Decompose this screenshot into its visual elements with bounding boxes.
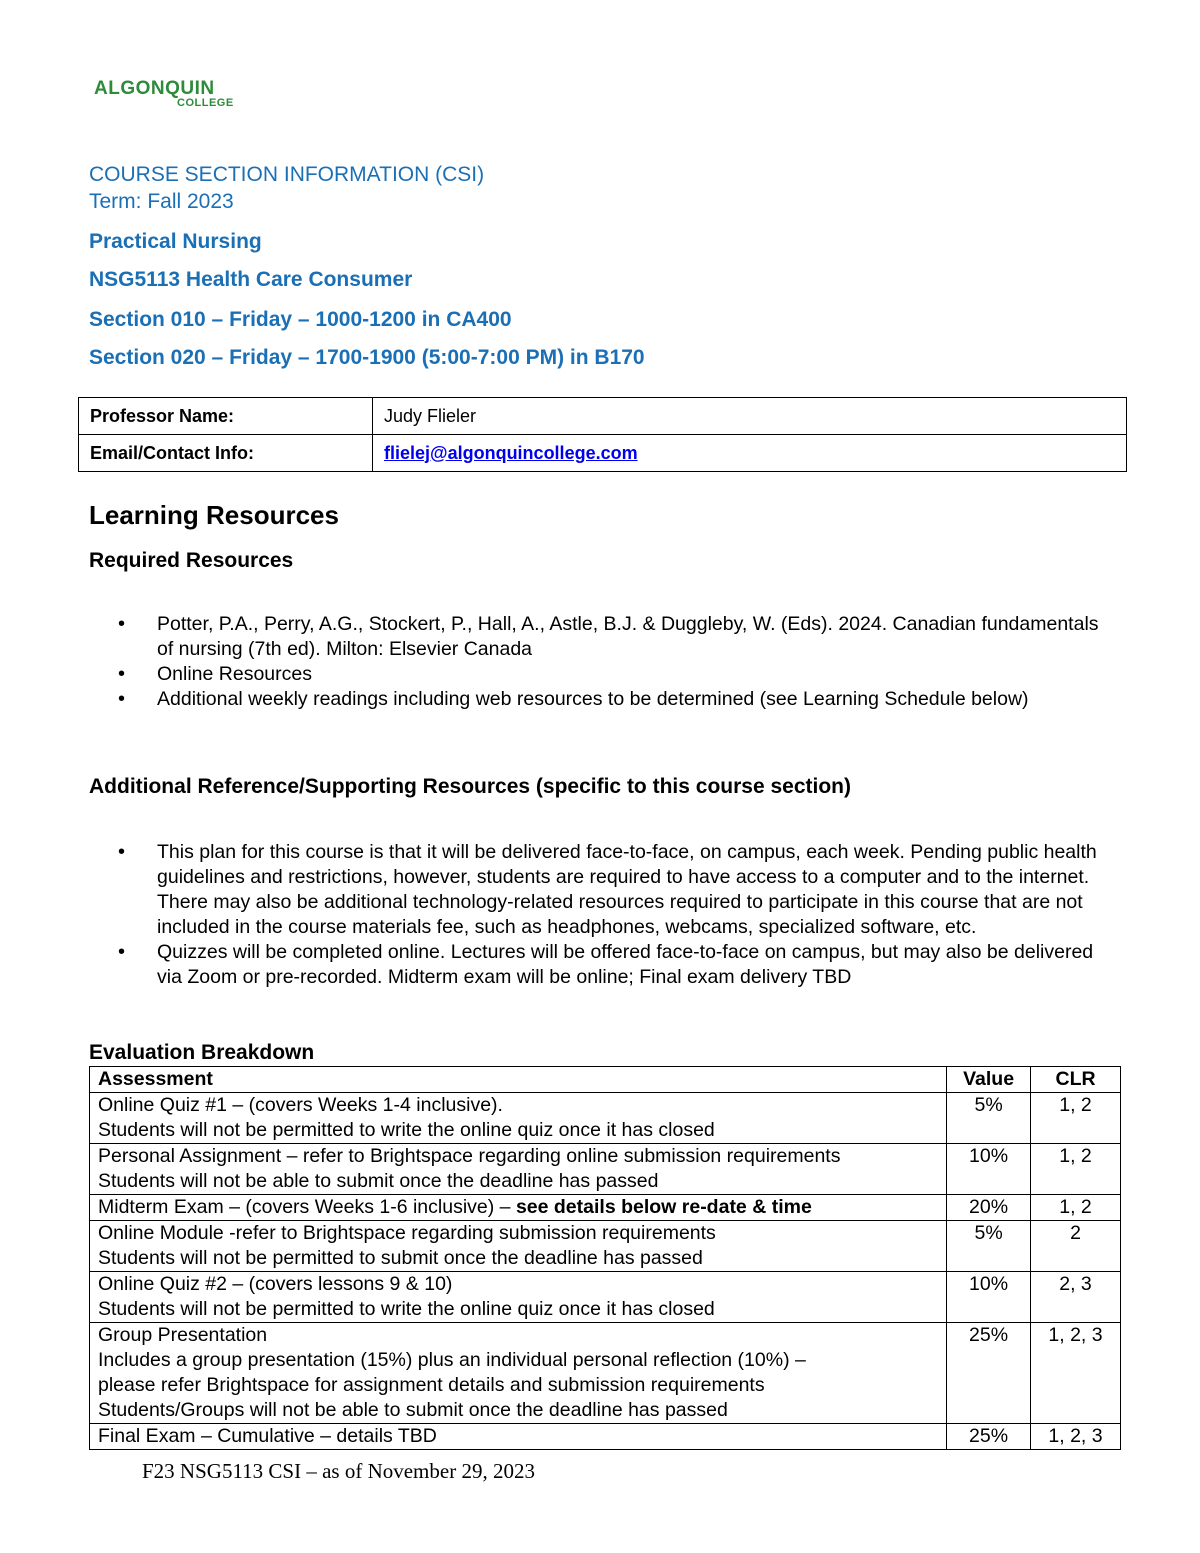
table-header-row bbox=[90, 1067, 1121, 1093]
value-cell: 5% bbox=[947, 1221, 1031, 1272]
list-item: • Potter, P.A., Perry, A.G., Stockert, P., Hall, A., Astle, B.J. & Duggleby, W. (Eds). 2024. Canadian fundamentals of nursing (7th ed). Milton: Elsevier Canada bbox=[118, 612, 1108, 662]
value-cell: 25% bbox=[947, 1323, 1031, 1424]
assessment-note: Students will not be able to submit once the deadline has passed bbox=[98, 1170, 659, 1192]
assessment-note: Students/Groups will not be able to submit once the deadline has passed bbox=[98, 1399, 728, 1421]
table-row bbox=[90, 1272, 1121, 1323]
learning-resources-heading: Learning Resources bbox=[89, 500, 339, 530]
assessment-header: Assessment bbox=[90, 1067, 947, 1093]
email-label: Email/Contact Info: bbox=[79, 435, 373, 472]
required-resources-heading: Required Resources bbox=[89, 549, 294, 572]
table-row bbox=[90, 1424, 1121, 1450]
assessment-note: Includes a group presentation (15%) plus an individual personal reflection (10%) – bbox=[98, 1349, 806, 1371]
clr-cell: 2 bbox=[1031, 1221, 1121, 1272]
assessment-line: Personal Assignment – refer to Brightspace regarding online submission requirements bbox=[98, 1145, 841, 1167]
table-row bbox=[90, 1144, 1121, 1195]
assessment-cell bbox=[90, 1221, 947, 1272]
value-cell: 25% bbox=[947, 1424, 1031, 1450]
assessment-line: Online Quiz #2 – (covers lessons 9 & 10) bbox=[98, 1273, 453, 1295]
logo-text-sub: COLLEGE bbox=[177, 97, 234, 109]
assessment-bold-note: see details below re-date & time bbox=[515, 1196, 812, 1218]
clr-cell: 1, 2 bbox=[1031, 1093, 1121, 1144]
assessment-cell bbox=[90, 1093, 947, 1144]
clr-header: CLR bbox=[1031, 1067, 1121, 1093]
professor-table bbox=[78, 397, 1127, 472]
program-name: Practical Nursing bbox=[89, 230, 262, 253]
assessment-cell bbox=[90, 1424, 947, 1450]
value-header: Value bbox=[947, 1067, 1031, 1093]
table-row bbox=[90, 1195, 1121, 1221]
term-line: Term: Fall 2023 bbox=[89, 190, 234, 213]
value-cell: 5% bbox=[947, 1093, 1031, 1144]
required-resources-list bbox=[118, 612, 1108, 712]
section-020: Section 020 – Friday – 1700-1900 (5:00-7:00 PM) in B170 bbox=[89, 346, 645, 369]
clr-cell: 2, 3 bbox=[1031, 1272, 1121, 1323]
logo-text-main: ALGONQUIN bbox=[94, 78, 215, 99]
value-cell: 20% bbox=[947, 1195, 1031, 1221]
course-name: NSG5113 Health Care Consumer bbox=[89, 268, 413, 291]
assessment-line: Midterm Exam – (covers Weeks 1-6 inclusive) – bbox=[98, 1196, 516, 1218]
assessment-line: Online Module -refer to Brightspace regarding submission requirements bbox=[98, 1222, 716, 1244]
algonquin-college-logo bbox=[94, 79, 234, 113]
list-item: • Quizzes will be completed online. Lectures will be offered face-to-face on campus, but may also be delivered via Zoom or pre-recorded. Midterm exam will be online; Final exam delivery TBD bbox=[118, 940, 1108, 990]
additional-resources-heading: Additional Reference/Supporting Resources (specific to this course section) bbox=[89, 775, 851, 798]
assessment-cell bbox=[90, 1195, 947, 1221]
section-010: Section 010 – Friday – 1000-1200 in CA400 bbox=[89, 308, 512, 331]
assessment-note: Students will not be permitted to submit once the deadline has passed bbox=[98, 1247, 703, 1269]
assessment-line: Group Presentation bbox=[98, 1324, 268, 1346]
clr-cell: 1, 2, 3 bbox=[1031, 1424, 1121, 1450]
professor-name-value: Judy Flieler bbox=[373, 398, 1127, 435]
professor-row bbox=[79, 398, 1127, 435]
email-row bbox=[79, 435, 1127, 472]
evaluation-table bbox=[89, 1066, 1121, 1450]
csi-heading: COURSE SECTION INFORMATION (CSI) bbox=[89, 163, 485, 186]
list-item: • Additional weekly readings including web resources to be determined (see Learning Schedule below) bbox=[118, 687, 1108, 712]
assessment-note: Students will not be permitted to write the online quiz once it has closed bbox=[98, 1119, 715, 1141]
clr-cell: 1, 2 bbox=[1031, 1195, 1121, 1221]
assessment-cell bbox=[90, 1272, 947, 1323]
value-cell: 10% bbox=[947, 1272, 1031, 1323]
clr-cell: 1, 2 bbox=[1031, 1144, 1121, 1195]
professor-name-label: Professor Name: bbox=[79, 398, 373, 435]
assessment-note: Students will not be permitted to write the online quiz once it has closed bbox=[98, 1298, 715, 1320]
assessment-cell bbox=[90, 1323, 947, 1424]
value-cell: 10% bbox=[947, 1144, 1031, 1195]
list-item: • This plan for this course is that it will be delivered face-to-face, on campus, each week. Pending public health guidelines and restrictions, however, students are required to have access to a computer and to the internet. There may also be additional technology-related resources required to participate in this course that are not included in the course materials fee, such as headphones, webcams, specialized software, etc. bbox=[118, 840, 1108, 940]
assessment-note: please refer Brightspace for assignment details and submission requirements bbox=[98, 1374, 765, 1396]
email-cell bbox=[373, 435, 1127, 472]
table-row bbox=[90, 1221, 1121, 1272]
list-item: • Online Resources bbox=[118, 662, 1108, 687]
assessment-cell bbox=[90, 1144, 947, 1195]
assessment-line: Final Exam – Cumulative – details TBD bbox=[98, 1425, 437, 1447]
page-footer: F23 NSG5113 CSI – as of November 29, 2023 bbox=[142, 1459, 535, 1483]
clr-cell: 1, 2, 3 bbox=[1031, 1323, 1121, 1424]
evaluation-breakdown-heading: Evaluation Breakdown bbox=[89, 1041, 315, 1064]
email-link[interactable]: flielej@algonquincollege.com bbox=[384, 442, 638, 463]
assessment-line: Online Quiz #1 – (covers Weeks 1-4 inclusive). bbox=[98, 1094, 503, 1116]
table-row bbox=[90, 1093, 1121, 1144]
table-row bbox=[90, 1323, 1121, 1424]
additional-resources-list bbox=[118, 840, 1108, 990]
